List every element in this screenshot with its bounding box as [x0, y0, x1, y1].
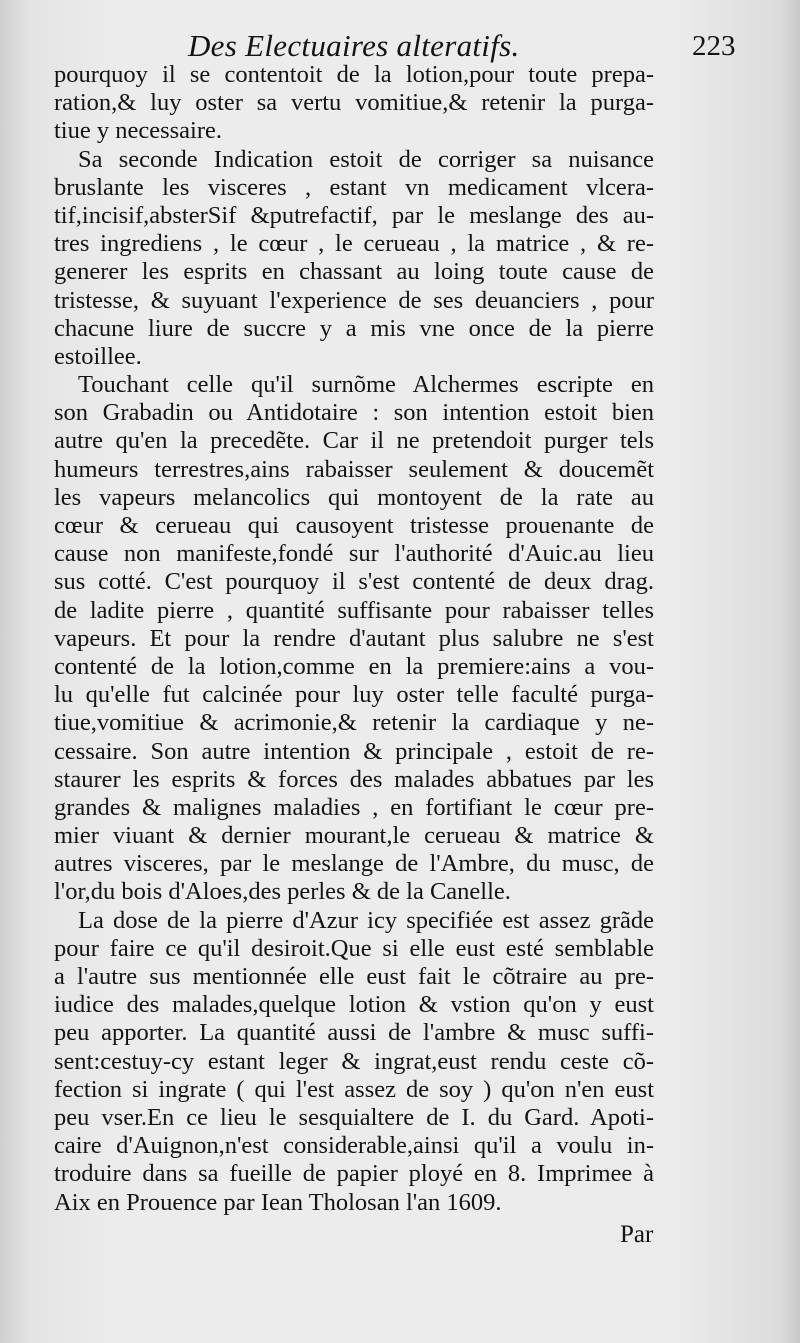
text-line: tristesse, & suyuant l'experience de ses deuanciers , pour: [54, 286, 654, 314]
text-line: tiue y necessaire.: [54, 117, 223, 145]
text-line: Touchant celle qu'il surnõme Alchermes escripte en: [78, 371, 654, 399]
text-line: Aix en Prouence par Iean Tholosan l'an 1609.: [54, 1188, 502, 1216]
text-line: a l'autre sus mentionnée elle eust fait le cõtraire au pre-: [54, 963, 654, 990]
text-line: peu apporter. La quantité aussi de l'ambre & musc suffi-: [54, 1019, 654, 1047]
text-line: l'or,du bois d'Aloes,des perles & de la Canelle.: [54, 878, 511, 906]
text-line: Sa seconde Indication estoit de corriger sa nuisance: [78, 145, 654, 173]
text-line: staurer les esprits & forces des malades abbatues par les: [54, 765, 654, 793]
text-line: La dose de la pierre d'Azur icy specifiée est assez grãde: [78, 906, 654, 934]
text-line: fection si ingrate ( qui l'est assez de soy ) qu'on n'en eust: [54, 1075, 654, 1103]
text-line: estoillee.: [54, 342, 142, 370]
text-line: caire d'Auignon,n'est considerable,ainsi qu'il a voulu in-: [54, 1132, 654, 1160]
text-line: bruslante les visceres , estant vn medicament vlcera-: [54, 173, 654, 201]
text-line: les vapeurs melancolics qui montoyent de la rate au: [54, 483, 654, 511]
text-line: lu qu'elle fut calcinée pour luy oster telle faculté purga-: [54, 681, 654, 709]
text-line: cause non manifeste,fondé sur l'authorité d'Auic.au lieu: [54, 540, 654, 568]
text-line: son Grabadin ou Antidotaire : son intention estoit bien: [54, 399, 654, 427]
text-line: humeurs terrestres,ains rabaisser seulement & doucemẽt: [54, 455, 654, 483]
text-line: peu vser.En ce lieu le sesquialtere de I. du Gard. Apoti-: [54, 1103, 654, 1131]
text-line: tres ingrediens , le cœur , le cerueau , la matrice , & re-: [54, 230, 654, 258]
text-line: sent:cestuy-cy estant leger & ingrat,eust rendu ceste cõ-: [54, 1047, 654, 1075]
text-line: autre qu'en la precedẽte. Car il ne pretendoit purger tels: [54, 427, 654, 455]
text-line: cessaire. Son autre intention & principale , estoit de re-: [54, 737, 654, 765]
text-line: grandes & malignes maladies , en fortifiant le cœur pre-: [54, 793, 654, 821]
text-line: pour faire ce qu'il desiroit.Que si elle eust esté semblable: [54, 934, 654, 962]
text-line: tiue,vomitiue & acrimonie,& retenir la cardiaque y ne-: [54, 709, 654, 737]
text-line: autres visceres, par le meslange de l'Ambre, du musc, de: [54, 850, 654, 878]
text-line: ration,& luy oster sa vertu vomitiue,& retenir la purga-: [54, 89, 654, 117]
text-line: tif,incisif,absterSif &putrefactif, par le meslange des au-: [54, 201, 654, 229]
text-line: iudice des malades,quelque lotion & vstion qu'on y eust: [54, 991, 654, 1019]
catchword: Par: [620, 1221, 654, 1248]
text-line: troduire dans sa fueille de papier ployé en 8. Imprimee à: [54, 1160, 654, 1188]
page-number: 223: [692, 30, 736, 62]
text-line: contenté de la lotion,comme en la premiere:ains a vou-: [54, 652, 654, 680]
running-head: Des Electuaires alteratifs.: [188, 28, 520, 63]
text-line: pourquoy il se contentoit de la lotion,pour toute prepa-: [54, 61, 654, 88]
text-line: generer les esprits en chassant au loing toute cause de: [54, 258, 654, 286]
text-line: de ladite pierre , quantité suffisante pour rabaisser telles: [54, 596, 654, 624]
text-line: vapeurs. Et pour la rendre d'autant plus salubre ne s'est: [54, 624, 654, 652]
body-text: [54, 61, 654, 1217]
text-line: cœur & cerueau qui causoyent tristesse prouenante de: [54, 512, 654, 539]
text-line: mier viuant & dernier mourant,le cerueau & matrice &: [54, 822, 654, 850]
text-line: sus cotté. C'est pourquoy il s'est contenté de deux drag.: [54, 568, 654, 596]
text-line: chacune liure de succre y a mis vne once de la pierre: [54, 314, 654, 342]
